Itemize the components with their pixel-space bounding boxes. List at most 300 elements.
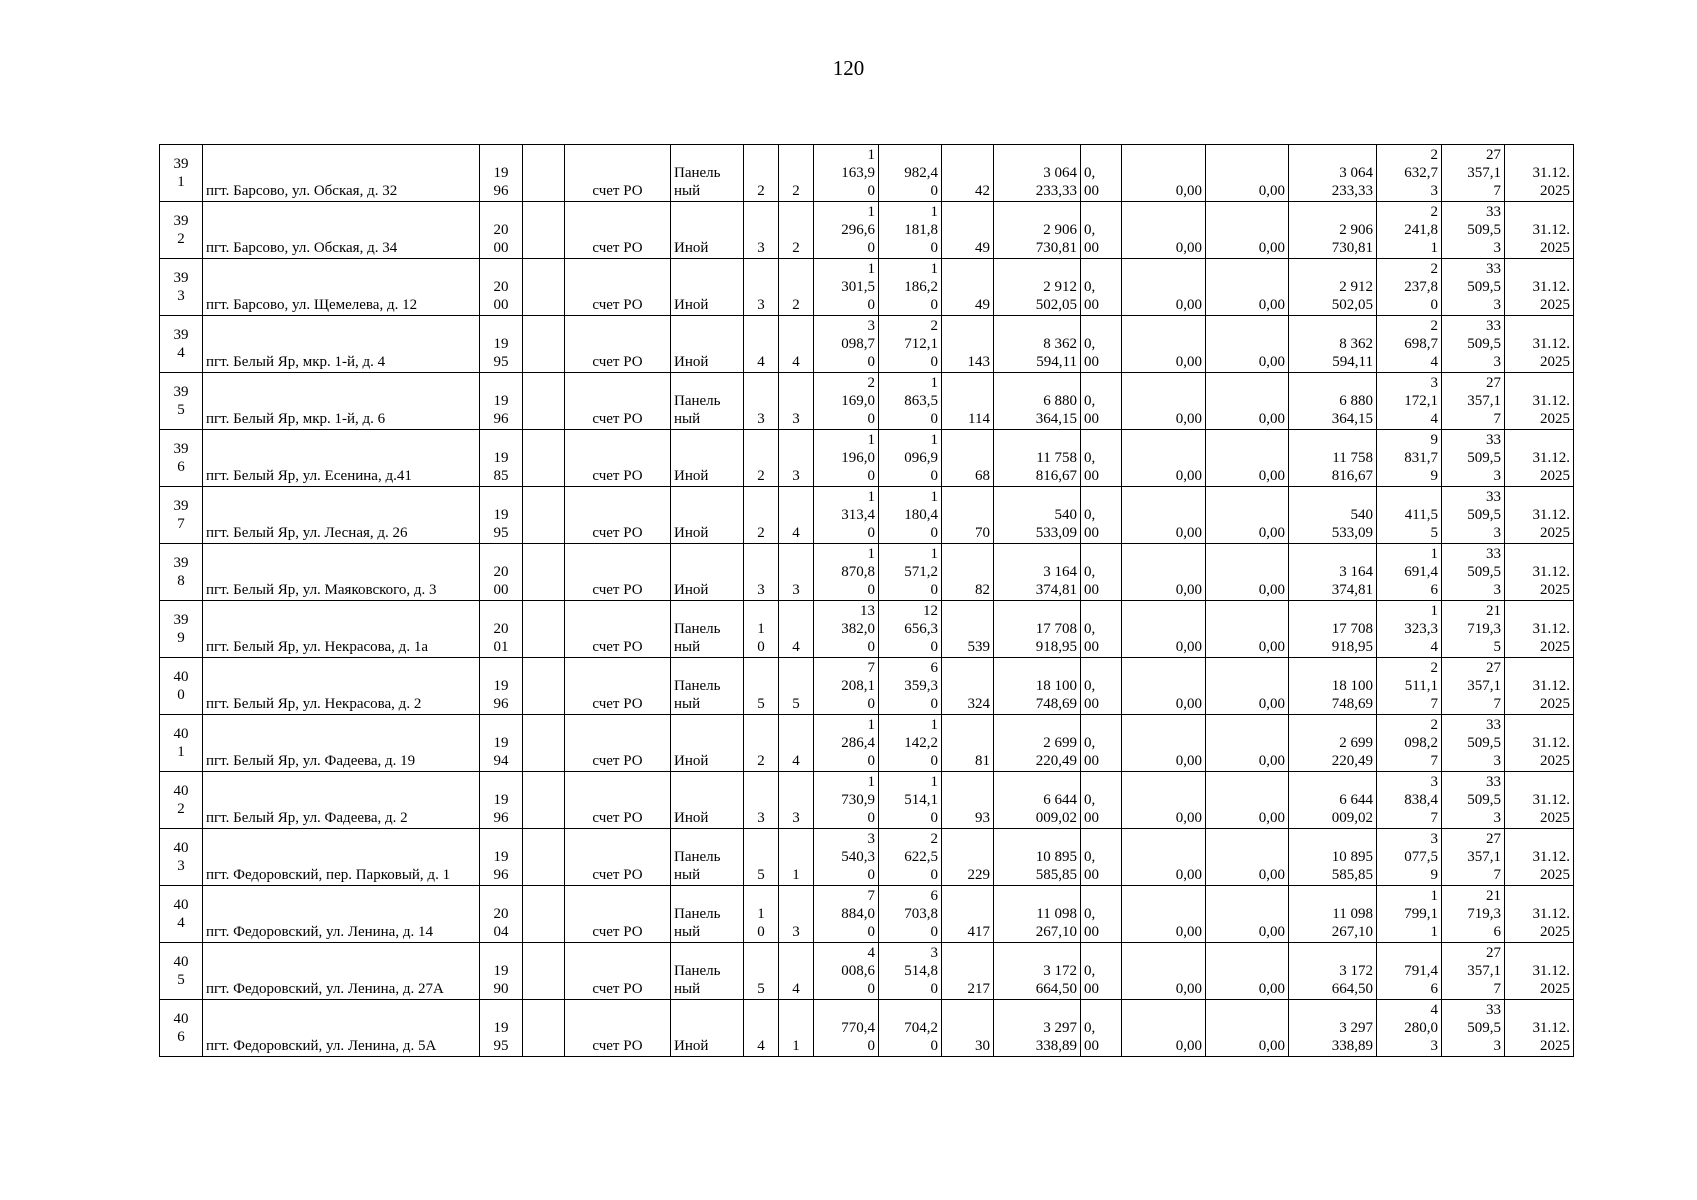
floors-cell-line: 5 <box>757 981 765 997</box>
cost-per-m2-cell-line: 9 <box>1430 432 1438 448</box>
year-cell-line: 19 <box>493 678 509 694</box>
deadline-date-cell <box>1505 202 1574 259</box>
area-total-cell-line: 0 <box>867 867 875 883</box>
deadline-date-cell-line: 2025 <box>1540 810 1570 826</box>
deadline-date-cell-line: 31.12. <box>1532 393 1570 409</box>
account-cell: счет РО <box>565 772 671 829</box>
cost-cell <box>994 373 1081 430</box>
zero-value-cell <box>1081 202 1122 259</box>
zero-value-cell: 0,00 <box>1122 943 1206 1000</box>
year-cell-line: 19 <box>493 963 509 979</box>
deadline-date-cell-line: 2025 <box>1540 240 1570 256</box>
year-cell-line: 94 <box>493 753 509 769</box>
floors-cell-line: 1 <box>757 906 765 922</box>
table-row <box>160 1000 1574 1057</box>
year-cell <box>480 430 523 487</box>
floors-cell <box>744 886 779 943</box>
residents-cell: 49 <box>942 259 994 316</box>
account-cell: счет РО <box>565 601 671 658</box>
area-total-cell-line: 286,4 <box>841 735 875 751</box>
wall-material-cell-line: ный <box>674 696 701 712</box>
area-living-cell-line: 1 <box>930 261 938 277</box>
account-cell: счет РО <box>565 145 671 202</box>
area-total-cell <box>814 772 879 829</box>
wall-material-cell-line: ный <box>674 639 701 655</box>
area-total-cell <box>814 829 879 886</box>
area-living-cell-line: 0 <box>930 810 938 826</box>
row-number-cell <box>160 1000 203 1057</box>
zero-value-cell: 0,00 <box>1122 487 1206 544</box>
wall-material-cell-line: Панель <box>674 906 721 922</box>
entrances-cell: 2 <box>779 202 814 259</box>
cost-limit-cell-line: 33 <box>1486 318 1501 334</box>
area-total-cell-line: 1 <box>867 489 875 505</box>
area-total-cell-line: 884,0 <box>841 906 875 922</box>
year-cell-line: 20 <box>493 621 509 637</box>
cost-limit-cell <box>1442 430 1505 487</box>
area-total-cell <box>814 715 879 772</box>
cost-per-m2-cell-line: 4 <box>1430 1002 1438 1018</box>
row-number-cell <box>160 658 203 715</box>
total-cost-cell-line: 748,69 <box>1331 696 1373 712</box>
row-number-cell-line: 39 <box>173 269 189 286</box>
floors-cell <box>744 373 779 430</box>
empty-cell <box>523 658 565 715</box>
empty-cell <box>523 829 565 886</box>
floors-cell <box>744 430 779 487</box>
zero-value-cell-line: 0, <box>1084 735 1096 751</box>
zero-value-cell: 0,00 <box>1206 316 1289 373</box>
total-cost-cell-line: 585,85 <box>1331 867 1373 883</box>
residents-cell: 324 <box>942 658 994 715</box>
total-cost-cell-line: 3 172 <box>1339 963 1373 979</box>
zero-value-cell-line: 0, <box>1084 165 1096 181</box>
deadline-date-cell <box>1505 715 1574 772</box>
floors-cell-line: 0 <box>757 924 765 940</box>
cost-cell-line: 2 906 <box>1043 222 1077 238</box>
area-total-cell-line: 098,7 <box>841 336 875 352</box>
row-number-cell <box>160 259 203 316</box>
zero-value-cell <box>1081 430 1122 487</box>
zero-value-cell: 0,00 <box>1122 601 1206 658</box>
area-living-cell-line: 622,5 <box>904 849 938 865</box>
wall-material-cell-line: Панель <box>674 963 721 979</box>
row-number-cell <box>160 544 203 601</box>
year-cell-line: 90 <box>493 981 509 997</box>
cost-per-m2-cell-line: 2 <box>1430 717 1438 733</box>
table-row <box>160 886 1574 943</box>
account-cell: счет РО <box>565 373 671 430</box>
area-total-cell-line: 0 <box>867 1038 875 1054</box>
year-cell <box>480 772 523 829</box>
cost-per-m2-cell-line: 7 <box>1430 810 1438 826</box>
residents-cell: 114 <box>942 373 994 430</box>
area-total-cell-line: 540,3 <box>841 849 875 865</box>
area-living-cell-line: 982,4 <box>904 165 938 181</box>
cost-limit-cell-line: 3 <box>1493 582 1501 598</box>
area-total-cell-line: 770,4 <box>841 1020 875 1036</box>
total-cost-cell <box>1289 943 1377 1000</box>
total-cost-cell-line: 533,09 <box>1331 525 1373 541</box>
area-living-cell-line: 571,2 <box>904 564 938 580</box>
wall-material-cell <box>671 430 744 487</box>
row-number-cell-line: 39 <box>173 383 189 400</box>
deadline-date-cell <box>1505 316 1574 373</box>
wall-material-cell-line: Панель <box>674 621 721 637</box>
account-cell: счет РО <box>565 202 671 259</box>
cost-cell-line: 748,69 <box>1035 696 1077 712</box>
cost-limit-cell <box>1442 316 1505 373</box>
area-living-cell-line: 704,2 <box>904 1020 938 1036</box>
cost-limit-cell <box>1442 373 1505 430</box>
zero-value-cell: 0,00 <box>1122 544 1206 601</box>
zero-value-cell <box>1081 658 1122 715</box>
cost-per-m2-cell-line: 237,8 <box>1404 279 1438 295</box>
floors-cell-line: 3 <box>757 582 765 598</box>
cost-per-m2-cell-line: 411,5 <box>1404 507 1438 523</box>
area-living-cell <box>879 1000 942 1057</box>
cost-limit-cell-line: 7 <box>1493 867 1501 883</box>
area-living-cell <box>879 544 942 601</box>
cost-limit-cell <box>1442 943 1505 1000</box>
area-total-cell-line: 7 <box>867 888 875 904</box>
cost-cell-line: 10 895 <box>1035 849 1077 865</box>
address-cell: пгт. Белый Яр, ул. Некрасова, д. 2 <box>203 658 480 715</box>
cost-limit-cell-line: 509,5 <box>1467 336 1501 352</box>
deadline-date-cell <box>1505 829 1574 886</box>
table-row <box>160 601 1574 658</box>
row-number-cell-line: 2 <box>177 230 185 247</box>
cost-limit-cell-line: 33 <box>1486 1002 1501 1018</box>
address-cell: пгт. Белый Яр, ул. Фадеева, д. 19 <box>203 715 480 772</box>
wall-material-cell <box>671 145 744 202</box>
residents-cell: 93 <box>942 772 994 829</box>
row-number-cell <box>160 772 203 829</box>
empty-cell <box>523 202 565 259</box>
area-living-cell <box>879 487 942 544</box>
cost-limit-cell <box>1442 145 1505 202</box>
address-cell: пгт. Барсово, ул. Обская, д. 32 <box>203 145 480 202</box>
wall-material-cell-line: ный <box>674 867 701 883</box>
row-number-cell-line: 39 <box>173 212 189 229</box>
zero-value-cell: 0,00 <box>1206 886 1289 943</box>
row-number-cell-line: 6 <box>177 1028 185 1045</box>
year-cell <box>480 316 523 373</box>
cost-per-m2-cell-line: 077,5 <box>1404 849 1438 865</box>
area-total-cell <box>814 202 879 259</box>
address-cell: пгт. Белый Яр, мкр. 1-й, д. 4 <box>203 316 480 373</box>
cost-per-m2-cell <box>1377 373 1442 430</box>
year-cell-line: 19 <box>493 450 509 466</box>
area-living-cell-line: 1 <box>930 204 938 220</box>
cost-limit-cell-line: 33 <box>1486 717 1501 733</box>
deadline-date-cell <box>1505 430 1574 487</box>
zero-value-cell <box>1081 145 1122 202</box>
cost-limit-cell-line: 3 <box>1493 753 1501 769</box>
cost-per-m2-cell-line: 4 <box>1430 639 1438 655</box>
floors-cell-line: 2 <box>757 753 765 769</box>
table-row <box>160 943 1574 1000</box>
floors-cell <box>744 601 779 658</box>
cost-limit-cell <box>1442 772 1505 829</box>
empty-cell <box>523 601 565 658</box>
cost-limit-cell <box>1442 259 1505 316</box>
cost-limit-cell-line: 3 <box>1493 240 1501 256</box>
zero-value-cell: 0,00 <box>1122 145 1206 202</box>
total-cost-cell-line: 374,81 <box>1331 582 1373 598</box>
total-cost-cell-line: 2 699 <box>1339 735 1373 751</box>
residents-cell: 417 <box>942 886 994 943</box>
zero-value-cell <box>1081 772 1122 829</box>
zero-value-cell: 0,00 <box>1206 145 1289 202</box>
cost-limit-cell <box>1442 1000 1505 1057</box>
deadline-date-cell-line: 2025 <box>1540 525 1570 541</box>
cost-limit-cell-line: 3 <box>1493 525 1501 541</box>
cost-limit-cell <box>1442 544 1505 601</box>
floors-cell <box>744 943 779 1000</box>
empty-cell <box>523 430 565 487</box>
area-living-cell-line: 712,1 <box>904 336 938 352</box>
total-cost-cell-line: 11 098 <box>1332 906 1373 922</box>
area-living-cell-line: 0 <box>930 582 938 598</box>
entrances-cell: 5 <box>779 658 814 715</box>
cost-limit-cell-line: 33 <box>1486 774 1501 790</box>
residents-cell: 81 <box>942 715 994 772</box>
zero-value-cell: 0,00 <box>1122 202 1206 259</box>
zero-value-cell-line: 00 <box>1084 525 1099 541</box>
zero-value-cell <box>1081 487 1122 544</box>
row-number-cell-line: 7 <box>177 515 185 532</box>
cost-limit-cell-line: 33 <box>1486 204 1501 220</box>
entrances-cell: 1 <box>779 829 814 886</box>
cost-cell <box>994 487 1081 544</box>
zero-value-cell-line: 0, <box>1084 849 1096 865</box>
area-living-cell-line: 359,3 <box>904 678 938 694</box>
total-cost-cell <box>1289 1000 1377 1057</box>
area-total-cell-line: 0 <box>867 753 875 769</box>
entrances-cell: 3 <box>779 772 814 829</box>
wall-material-cell-line: Панель <box>674 849 721 865</box>
cost-limit-cell-line: 5 <box>1493 639 1501 655</box>
entrances-cell: 4 <box>779 487 814 544</box>
area-total-cell-line: 1 <box>867 261 875 277</box>
year-cell-line: 20 <box>493 564 509 580</box>
cost-limit-cell-line: 27 <box>1486 945 1501 961</box>
total-cost-cell <box>1289 145 1377 202</box>
row-number-cell-line: 40 <box>173 782 189 799</box>
floors-cell <box>744 259 779 316</box>
area-total-cell-line: 1 <box>867 432 875 448</box>
area-total-cell-line: 169,0 <box>841 393 875 409</box>
area-total-cell-line: 0 <box>867 696 875 712</box>
area-total-cell-line: 1 <box>867 774 875 790</box>
zero-value-cell-line: 00 <box>1084 1038 1099 1054</box>
row-number-cell <box>160 601 203 658</box>
cost-cell-line: 8 362 <box>1043 336 1077 352</box>
account-cell: счет РО <box>565 943 671 1000</box>
cost-cell-line: 11 758 <box>1036 450 1077 466</box>
area-living-cell-line: 656,3 <box>904 621 938 637</box>
floors-cell <box>744 829 779 886</box>
area-living-cell <box>879 715 942 772</box>
cost-per-m2-cell-line: 323,3 <box>1404 621 1438 637</box>
cost-per-m2-cell-line: 2 <box>1430 261 1438 277</box>
area-total-cell-line: 870,8 <box>841 564 875 580</box>
cost-limit-cell-line: 33 <box>1486 261 1501 277</box>
table-row <box>160 373 1574 430</box>
cost-per-m2-cell-line: 838,4 <box>1404 792 1438 808</box>
address-cell: пгт. Федоровский, ул. Ленина, д. 27А <box>203 943 480 1000</box>
area-living-cell-line: 1 <box>930 717 938 733</box>
cost-per-m2-cell-line: 2 <box>1430 660 1438 676</box>
cost-limit-cell <box>1442 487 1505 544</box>
row-number-cell <box>160 487 203 544</box>
wall-material-cell <box>671 772 744 829</box>
cost-cell-line: 533,09 <box>1035 525 1077 541</box>
year-cell <box>480 715 523 772</box>
cost-limit-cell-line: 21 <box>1486 603 1501 619</box>
wall-material-cell-line: Иной <box>674 525 709 541</box>
row-number-cell-line: 4 <box>177 914 185 931</box>
cost-cell <box>994 202 1081 259</box>
area-total-cell-line: 163,9 <box>841 165 875 181</box>
total-cost-cell-line: 2 912 <box>1339 279 1373 295</box>
row-number-cell-line: 3 <box>177 287 185 304</box>
floors-cell-line: 5 <box>757 867 765 883</box>
table-row <box>160 430 1574 487</box>
wall-material-cell-line: Иной <box>674 582 709 598</box>
row-number-cell <box>160 373 203 430</box>
year-cell <box>480 1000 523 1057</box>
wall-material-cell-line: ный <box>674 183 701 199</box>
cost-cell-line: 3 064 <box>1043 165 1077 181</box>
area-total-cell-line: 13 <box>860 603 875 619</box>
zero-value-cell-line: 00 <box>1084 639 1099 655</box>
row-number-cell <box>160 943 203 1000</box>
area-living-cell <box>879 943 942 1000</box>
cost-limit-cell <box>1442 202 1505 259</box>
total-cost-cell-line: 816,67 <box>1331 468 1373 484</box>
area-total-cell <box>814 1000 879 1057</box>
area-living-cell <box>879 259 942 316</box>
zero-value-cell <box>1081 1000 1122 1057</box>
wall-material-cell <box>671 373 744 430</box>
zero-value-cell-line: 0, <box>1084 222 1096 238</box>
year-cell <box>480 202 523 259</box>
area-living-cell-line: 863,5 <box>904 393 938 409</box>
total-cost-cell-line: 3 164 <box>1339 564 1373 580</box>
year-cell <box>480 373 523 430</box>
deadline-date-cell-line: 2025 <box>1540 753 1570 769</box>
year-cell-line: 19 <box>493 393 509 409</box>
area-living-cell-line: 0 <box>930 183 938 199</box>
empty-cell <box>523 1000 565 1057</box>
cost-cell-line: 220,49 <box>1035 753 1077 769</box>
wall-material-cell-line: Иной <box>674 1038 709 1054</box>
total-cost-cell-line: 220,49 <box>1331 753 1373 769</box>
row-number-cell-line: 39 <box>173 326 189 343</box>
year-cell-line: 95 <box>493 1038 509 1054</box>
area-living-cell-line: 0 <box>930 240 938 256</box>
row-number-cell-line: 39 <box>173 611 189 628</box>
year-cell-line: 19 <box>493 336 509 352</box>
floors-cell <box>744 487 779 544</box>
wall-material-cell-line: Иной <box>674 297 709 313</box>
cost-per-m2-cell-line: 791,4 <box>1404 963 1438 979</box>
total-cost-cell <box>1289 487 1377 544</box>
deadline-date-cell <box>1505 544 1574 601</box>
cost-limit-cell-line: 27 <box>1486 660 1501 676</box>
cost-per-m2-cell-line: 1 <box>1430 888 1438 904</box>
account-cell: счет РО <box>565 430 671 487</box>
row-number-cell-line: 39 <box>173 554 189 571</box>
year-cell-line: 95 <box>493 525 509 541</box>
deadline-date-cell-line: 2025 <box>1540 1038 1570 1054</box>
cost-cell <box>994 943 1081 1000</box>
cost-cell <box>994 601 1081 658</box>
cost-per-m2-cell <box>1377 259 1442 316</box>
entrances-cell: 3 <box>779 886 814 943</box>
deadline-date-cell <box>1505 487 1574 544</box>
zero-value-cell-line: 0, <box>1084 279 1096 295</box>
deadline-date-cell-line: 31.12. <box>1532 792 1570 808</box>
cost-cell-line: 6 644 <box>1043 792 1077 808</box>
cost-per-m2-cell-line: 7 <box>1430 753 1438 769</box>
year-cell-line: 96 <box>493 183 509 199</box>
table-row <box>160 202 1574 259</box>
area-living-cell-line: 514,8 <box>904 963 938 979</box>
cost-cell-line: 6 880 <box>1043 393 1077 409</box>
floors-cell-line: 2 <box>757 525 765 541</box>
zero-value-cell: 0,00 <box>1122 373 1206 430</box>
cost-limit-cell-line: 27 <box>1486 375 1501 391</box>
cost-per-m2-cell-line: 3 <box>1430 183 1438 199</box>
row-number-cell <box>160 145 203 202</box>
area-living-cell-line: 1 <box>930 432 938 448</box>
table-row <box>160 145 1574 202</box>
area-living-cell <box>879 829 942 886</box>
cost-limit-cell-line: 509,5 <box>1467 792 1501 808</box>
area-living-cell-line: 6 <box>930 660 938 676</box>
total-cost-cell-line: 3 297 <box>1339 1020 1373 1036</box>
year-cell <box>480 487 523 544</box>
area-total-cell-line: 296,6 <box>841 222 875 238</box>
area-living-cell-line: 0 <box>930 411 938 427</box>
floors-cell-line: 2 <box>757 468 765 484</box>
cost-cell-line: 374,81 <box>1035 582 1077 598</box>
cost-per-m2-cell <box>1377 430 1442 487</box>
row-number-cell <box>160 316 203 373</box>
cost-per-m2-cell-line: 7 <box>1430 696 1438 712</box>
address-cell: пгт. Федоровский, ул. Ленина, д. 5А <box>203 1000 480 1057</box>
page-number: 120 <box>832 56 865 80</box>
cost-limit-cell-line: 509,5 <box>1467 222 1501 238</box>
area-living-cell-line: 2 <box>930 318 938 334</box>
zero-value-cell: 0,00 <box>1122 316 1206 373</box>
wall-material-cell-line: Иной <box>674 753 709 769</box>
zero-value-cell: 0,00 <box>1206 544 1289 601</box>
area-total-cell <box>814 886 879 943</box>
cost-cell-line: 17 708 <box>1035 621 1077 637</box>
year-cell <box>480 886 523 943</box>
zero-value-cell-line: 00 <box>1084 240 1099 256</box>
year-cell <box>480 601 523 658</box>
cost-per-m2-cell <box>1377 886 1442 943</box>
cost-cell-line: 540 <box>1054 507 1077 523</box>
deadline-date-cell <box>1505 373 1574 430</box>
area-total-cell-line: 382,0 <box>841 621 875 637</box>
row-number-cell-line: 40 <box>173 953 189 970</box>
